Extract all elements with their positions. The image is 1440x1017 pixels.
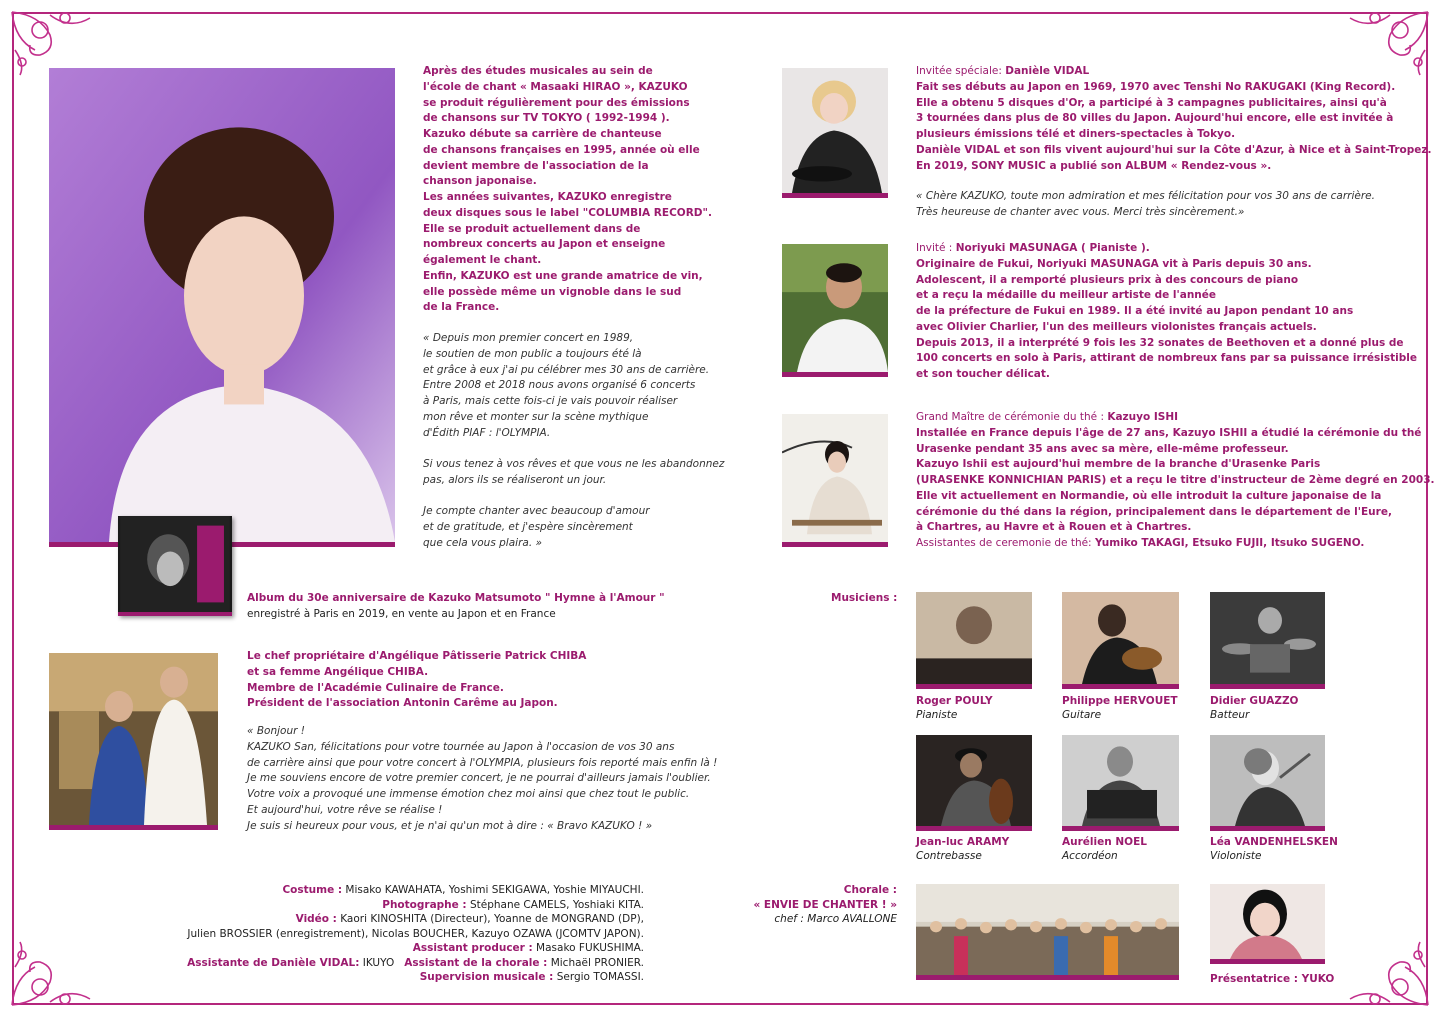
musician-card: Philippe HERVOUET Guitare xyxy=(1062,695,1178,721)
ishi-bio: Grand Maître de cérémonie du thé : Kazuyo ISHI Installée en France depuis l'âge de 27 ans, Kazuyo ISHII a étudié la cérémonie du thé Urasenke pendant 35 ans avec sa mère, elle-même professeur. Kazuyo Ishii est aujourd'hui membre de la branche d'Urasenke Paris (URASENKE KONNICHIAN PARIS) et a reçu le titre d'instructeur de 2ème degré en 2003. Elle vit actuellement en Normandie, où elle introduit la culture japonaise de la cérémonie du thé dans la région, principalement dans le département de l'Eure, à Chartres, au Havre et à Rouen et à Chartres. Assistantes de ceremonie de thé: Yumiko TAKAGI, Etsuko FUJII, Itsuko SUGENO. xyxy=(916,411,1435,549)
vidal-name: Danièle VIDAL xyxy=(1005,65,1090,77)
masunaga-name: Noriyuki MASUNAGA ( Pianiste ). xyxy=(955,242,1150,254)
credit-line: Costume : Misako KAWAHATA, Yoshimi SEKIGAWA, Yoshie MIYAUCHI. xyxy=(282,884,644,896)
musician-photo-hervouet xyxy=(1062,592,1179,689)
musician-photo-vandenhelsken xyxy=(1210,735,1325,831)
musician-photo-guazzo xyxy=(1210,592,1325,689)
credit-line: Julien BROSSIER (enregistrement), Nicolas BOUCHER, Kazuyo OZAWA (JCOMTV JAPON). xyxy=(187,927,644,940)
musician-photo-pouly xyxy=(916,592,1032,689)
album-caption xyxy=(247,591,727,623)
ishi-name: Kazuyo ISHI xyxy=(1107,411,1179,423)
album-subtitle: enregistré à Paris en 2019, en vente au Japon et en France xyxy=(247,607,556,620)
credit-line: Assistant producer : Masako FUKUSHIMA. xyxy=(412,942,644,954)
chorale-group-photo xyxy=(916,884,1179,980)
musician-card: Jean-luc ARAMY Contrebasse xyxy=(916,836,1010,862)
chiba-bio: Le chef propriétaire d'Angélique Pâtisserie Patrick CHIBA et sa femme Angélique CHIBA. Membre de l'Académie Culinaire de France. Président de l'association Antonin Carême au Japon. xyxy=(247,650,587,710)
musician-photo-noel xyxy=(1062,735,1179,831)
kazuko-bio: Après des études musicales au sein de l'école de chant « Masaaki HIRAO », KAZUKO se produit régulièrement pour des émissions de chansons sur TV TOKYO ( 1992-1994 ). Kazuko débute sa carrière de chanteuse de chansons françaises en 1995, année où elle devient membre de l'association de la chanson japonaise. Les années suivantes, KAZUKO enregistre deux disques sous le label "COLUMBIA RECORD". Elle se produit actuellement dans de nombreux concerts au Japon et enseigne également le chant. Enfin, KAZUKO est une grande amatrice de vin, elle possède même un vignoble dans le sud de la France. xyxy=(423,65,712,314)
musician-card: Didier GUAZZO Batteur xyxy=(1210,695,1299,721)
vidal-bio: Invitée spéciale: Danièle VIDAL Fait ses débuts au Japon en 1969, 1970 avec Tenshi No RAKUGAKI (King Record). Elle a obtenu 5 disques d'Or, a participé à 3 campagnes publicitaires, ainsi qu'à 3 tournées dans plus de 80 villes du Japon. Aujourd'hui encore, elle est invitée à plusieurs émissions télé et diners-spectacles à Tokyo. Danièle VIDAL et son fils vivent aujourd'hui sur la Côte d'Azur, à Nice et à Saint-Tropez. En 2019, SONY MUSIC a publié son ALBUM « Rendez-vous ». xyxy=(916,65,1432,172)
ishi-photo xyxy=(782,414,888,547)
credit-line: Assistante de Danièle VIDAL: IKUYO Assistant de la chorale : Michaël PRONIER. xyxy=(187,956,644,969)
corner-ornament-icon xyxy=(1330,937,1430,1007)
credit-line: Supervision musicale : Sergio TOMASSI. xyxy=(419,971,644,983)
musicians-label: Musiciens : xyxy=(831,592,898,604)
musician-card: Léa VANDENHELSKEN Violoniste xyxy=(1210,836,1338,862)
chorale-chef: chef : Marco AVALLONE xyxy=(774,913,897,926)
album-cover-image xyxy=(118,516,232,616)
chorale-label: Chorale : « ENVIE DE CHANTER ! » chef : Marco AVALLONE xyxy=(697,883,897,927)
musician-card: Aurélien NOEL Accordéon xyxy=(1062,836,1147,862)
presenter-caption: Présentatrice : YUKO xyxy=(1210,973,1335,985)
credit-line: Vidéo : Kaori KINOSHITA (Directeur), Yoanne de MONGRAND (DP), xyxy=(295,913,644,925)
chorale-name: « ENVIE DE CHANTER ! » xyxy=(753,898,897,911)
presenter-photo xyxy=(1210,884,1325,964)
presenter-name: YUKO xyxy=(1301,973,1335,985)
musician-card: Roger POULY Pianiste xyxy=(916,695,993,721)
kazuko-quote: « Depuis mon premier concert en 1989, le soutien de mon public a toujours été là et grâce à eux j'ai pu célébrer mes 30 ans de carrière. Entre 2008 et 2018 nous avons organisé 6 concerts à Paris, mais cette fois-ci je vais pouvoir réaliser mon rêve et monter sur la scène mythique d'Édith PIAF : l'OLYMPIA. Si vous tenez à vos rêves et que vous ne les abandonnez pas, alors ils se réaliseront un jour. Je compte chanter avec beaucoup d'amour et de gratitude, et j'espère sincèrement que cela vous plaira. » xyxy=(423,332,725,549)
album-title: Album du 30e anniversaire de Kazuko Matsumoto " Hymne à l'Amour " xyxy=(247,592,665,604)
vidal-quote: « Chère KAZUKO, toute mon admiration et mes félicitation pour vos 30 ans de carrière. Très heureuse de chanter avec vous. Merci très sincèrement.» xyxy=(916,190,1375,218)
musician-photo-aramy xyxy=(916,735,1032,831)
masunaga-bio: Invité : Noriyuki MASUNAGA ( Pianiste ). Originaire de Fukui, Noriyuki MASUNAGA vit à Paris depuis 30 ans. Adolescent, il a remporté plusieurs prix à des concours de piano et a reçu la médaille du meilleur artiste de l'année de la préfecture de Fukui en 1989. Il a été invité au Japon pendant 10 ans avec Olivier Charlier, l'un des meilleurs violonistes français actuels. Depuis 2013, il a interprété 9 fois les 32 sonates de Beethoven et a donné plus de 100 concerts en solo à Paris, attirant de nombreux fans par sa puissance irrésistible et son toucher délicat. xyxy=(916,242,1417,380)
chiba-quote: « Bonjour ! KAZUKO San, félicitations pour votre tournée au Japon à l'occasion de vos 30 ans de carrière ainsi que pour votre concert à l'OLYMPIA, plusieurs fois reporté mais enfin là ! Je me souviens encore de votre premier concert, je ne pourrai d'ailleurs jamais l'oublier. Votre voix a provoqué une immense émotion chez moi ainsi que chez tout le public. Et aujourd'hui, votre rêve se réalise ! Je suis si heureux pour vous, et je n'ai qu'un mot à dire : « Bravo KAZUKO ! » xyxy=(247,725,718,832)
vidal-photo xyxy=(782,68,888,198)
kazuko-portrait-photo xyxy=(49,68,395,547)
chiba-couple-photo xyxy=(49,653,218,830)
masunaga-photo xyxy=(782,244,888,377)
credit-line: Photographe : Stéphane CAMELS, Yoshiaki KITA. xyxy=(382,898,644,911)
credits xyxy=(44,883,644,985)
